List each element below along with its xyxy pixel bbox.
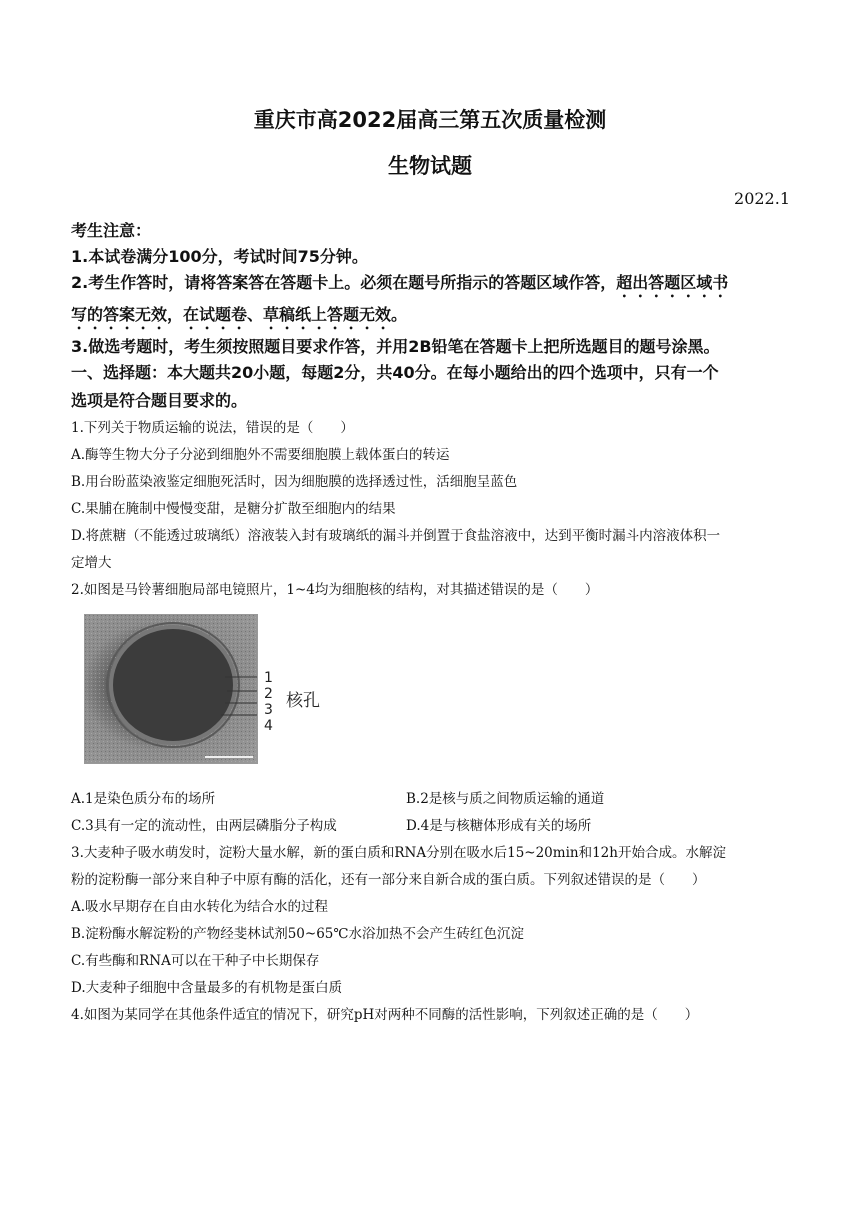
micrograph-drawing xyxy=(85,615,257,763)
q1-option-b: B.用台盼蓝染液鉴定细胞死活时，因为细胞膜的选择透过性，活细胞呈蓝色 xyxy=(71,474,518,490)
page-title: 重庆市高2022届高三第五次质量检测 xyxy=(253,108,607,132)
q1-option-c: C.果脯在腌制中慢慢变甜，是糖分扩散至细胞内的结果 xyxy=(71,501,396,517)
label-4: 4 xyxy=(264,718,273,734)
q1-option-a: A.酶等生物大分子分泌到细胞外不需要细胞膜上载体蛋白的转运 xyxy=(71,447,450,463)
notice-item-3: 3.做选考题时，考生须按照题目要求作答，并用2B铅笔在答题卡上把所选题目的题号涂黑。 xyxy=(71,337,720,356)
micrograph-labels xyxy=(256,670,376,740)
notice-item-2-end: 。 xyxy=(391,305,408,324)
q1-stem: 1.下列关于物质运输的说法，错误的是（ ） xyxy=(71,420,354,436)
section-1-heading: 一、选择题：本大题共20小题，每题2分，共40分。在每小题给出的四个选项中，只有一个 xyxy=(71,363,719,382)
q3-option-a: A.吸水早期存在自由水转化为结合水的过程 xyxy=(71,899,329,915)
page-subtitle: 生物试题 xyxy=(388,154,472,178)
cell-micrograph xyxy=(84,614,258,764)
label-2: 2 xyxy=(264,686,273,702)
notice-item-1: 1.本试卷满分100分，考试时间75分钟。 xyxy=(71,247,368,266)
q3-stem-cont: 粉的淀粉酶一部分来自种子中原有酶的活化，还有一部分来自新合成的蛋白质。下列叙述错误的是（ ） xyxy=(71,872,706,888)
notice-item-2-emphasis: 超出答题区域书 xyxy=(616,273,729,292)
q3-stem: 3.大麦种子吸水萌发时，淀粉大量水解，新的蛋白质和RNA分别在吸水后15~20min和12h开始合成。水解淀 xyxy=(71,845,726,861)
nuclear-pore-label: 核孔 xyxy=(286,691,320,711)
q2-option-c: C.3具有一定的流动性，由两层磷脂分子构成 xyxy=(71,818,337,834)
exam-date: 2022.1 xyxy=(734,189,790,208)
label-3: 3 xyxy=(264,702,273,718)
notice-item-2-line-2 xyxy=(71,302,407,333)
q2-option-a: A.1是染色质分布的场所 xyxy=(71,791,216,807)
notice-item-2-line-1 xyxy=(71,270,728,301)
q3-option-d: D.大麦种子细胞中含量最多的有机物是蛋白质 xyxy=(71,980,343,996)
q3-option-b: B.淀粉酶水解淀粉的产物经斐林试剂50~65℃水浴加热不会产生砖红色沉淀 xyxy=(71,926,524,942)
q2-stem: 2.如图是马铃薯细胞局部电镜照片，1~4均为细胞核的结构，对其描述错误的是（ ） xyxy=(71,582,599,598)
section-1-heading-cont: 选项是符合题目要求的。 xyxy=(71,391,248,410)
notice-item-2-text: 2.考生作答时，请将答案答在答题卡上。必须在题号所指示的答题区域作答， xyxy=(71,273,617,292)
notice-heading: 考生注意： xyxy=(71,221,152,240)
nucleus xyxy=(111,627,235,743)
q4-stem: 4.如图为某同学在其他条件适宜的情况下，研究pH对两种不同酶的活性影响，下列叙述正确的是（ ） xyxy=(71,1007,699,1023)
q1-option-d-cont: 定增大 xyxy=(71,555,112,571)
q1-option-d: D.将蔗糖（不能透过玻璃纸）溶液装入封有玻璃纸的漏斗并倒置于食盐溶液中，达到平衡时漏斗内溶液体积一 xyxy=(71,528,721,544)
q3-option-c: C.有些酶和RNA可以在干种子中长期保存 xyxy=(71,953,320,969)
notice-item-2-emphasis-2: 写的答案无效，在试题卷、草稿纸上答题无效 xyxy=(71,305,392,324)
label-1: 1 xyxy=(264,670,273,686)
q2-option-b: B.2是核与质之间物质运输的通道 xyxy=(406,791,605,807)
q2-option-d: D.4是与核糖体形成有关的场所 xyxy=(406,818,592,834)
